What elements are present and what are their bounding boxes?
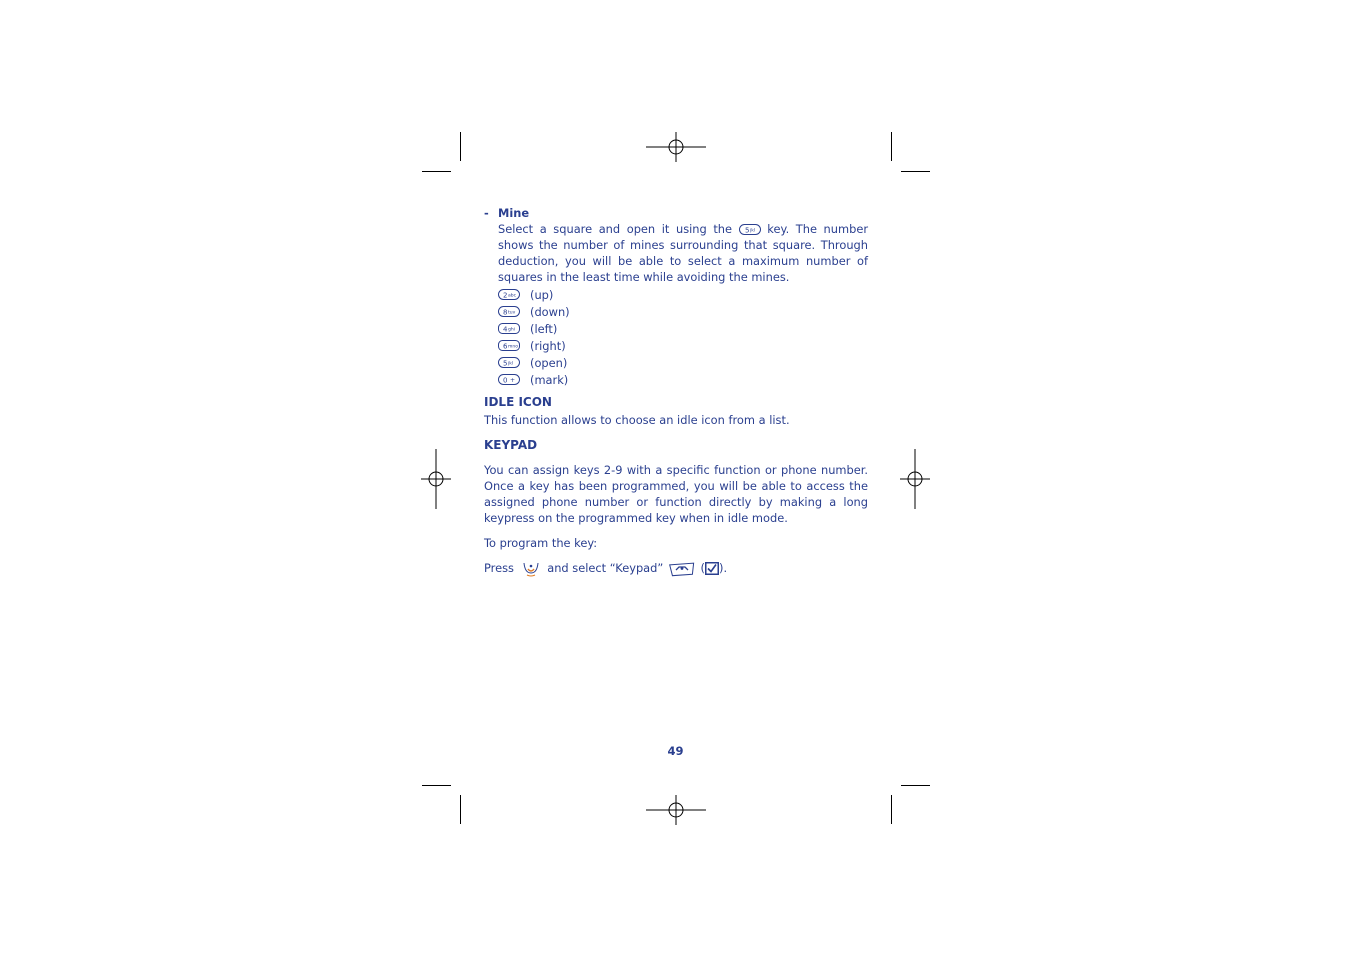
key-5-icon [739,224,761,235]
key-row-left [498,320,868,337]
key-label: (right) [530,338,566,353]
key-row-down [498,303,868,320]
svg-text:jkl: jkl [508,361,514,367]
svg-text:abc: abc [508,293,517,299]
paren-close: ). [719,561,728,575]
key-label: (left) [530,321,558,336]
svg-text:0: 0 [503,376,508,385]
page-content [484,205,868,577]
select-text: and select “Keypad” [547,561,664,575]
page-number: 49 [667,744,684,758]
registration-mark-right [900,449,930,509]
key-4-icon [498,323,520,334]
key-row-up [498,286,868,303]
svg-text:tuv: tuv [508,310,516,316]
mine-heading [484,205,868,221]
mine-description [498,221,868,285]
crop-mark [891,132,892,161]
crop-mark [901,171,930,172]
svg-text:5: 5 [744,226,750,235]
svg-text:4: 4 [503,325,508,334]
checkbox-checked-icon [705,562,719,575]
keypad-instruction [484,560,868,577]
key-0-icon [498,374,520,385]
key-label: (up) [530,287,554,302]
idle-icon-text: This function allows to choose an idle icon from a list. [484,413,790,427]
menu-key-icon [520,561,542,577]
key-5-icon [498,357,520,368]
crop-mark [422,171,451,172]
keypad-text: You can assign keys 2-9 with a specific function or phone number. Once a key has been programmed, you will be able to access the assigned phone number or function directly by making a long keypress on the programmed key when in idle mode. [484,463,868,525]
registration-mark-bottom [646,795,706,825]
crop-mark [901,785,930,786]
registration-mark-top [646,132,706,162]
key-row-mark [498,371,868,388]
crop-mark [460,132,461,161]
key-label: (mark) [530,372,569,387]
mine-desc-part2: key. The number shows the number of mines surrounding that square. Through deduction, you will be able to select a maximum number of squares in the least time while avoiding the mines. [498,222,869,284]
svg-text:jkl: jkl [749,228,755,234]
mine-title: Mine [498,206,530,220]
svg-text:+: + [510,377,516,384]
keypad-menu-icon [669,561,695,577]
svg-text:5: 5 [503,359,508,368]
press-word: Press [484,561,514,575]
svg-text:8: 8 [503,308,508,317]
svg-text:2: 2 [503,291,508,300]
svg-text:6: 6 [503,342,508,351]
key-label: (open) [530,355,568,370]
key-8-icon [498,306,520,317]
mine-desc-part1: Select a square and open it using the [498,222,733,236]
key-6-icon [498,340,520,351]
keypad-program-intro: To program the key: [484,536,598,550]
paren-open: ( [700,561,705,575]
crop-mark [422,785,451,786]
svg-text:mno: mno [508,344,518,350]
key-label: (down) [530,304,570,319]
idle-icon-title: IDLE ICON [484,395,552,409]
key-row-open [498,354,868,371]
crop-mark [891,795,892,824]
mine-key-list [498,286,868,388]
bullet-dash: - [484,206,489,220]
crop-mark [460,795,461,824]
registration-mark-left [421,449,451,509]
keypad-title: KEYPAD [484,438,538,452]
svg-text:ghi: ghi [508,327,515,333]
key-row-right [498,337,868,354]
key-2-icon [498,289,520,300]
